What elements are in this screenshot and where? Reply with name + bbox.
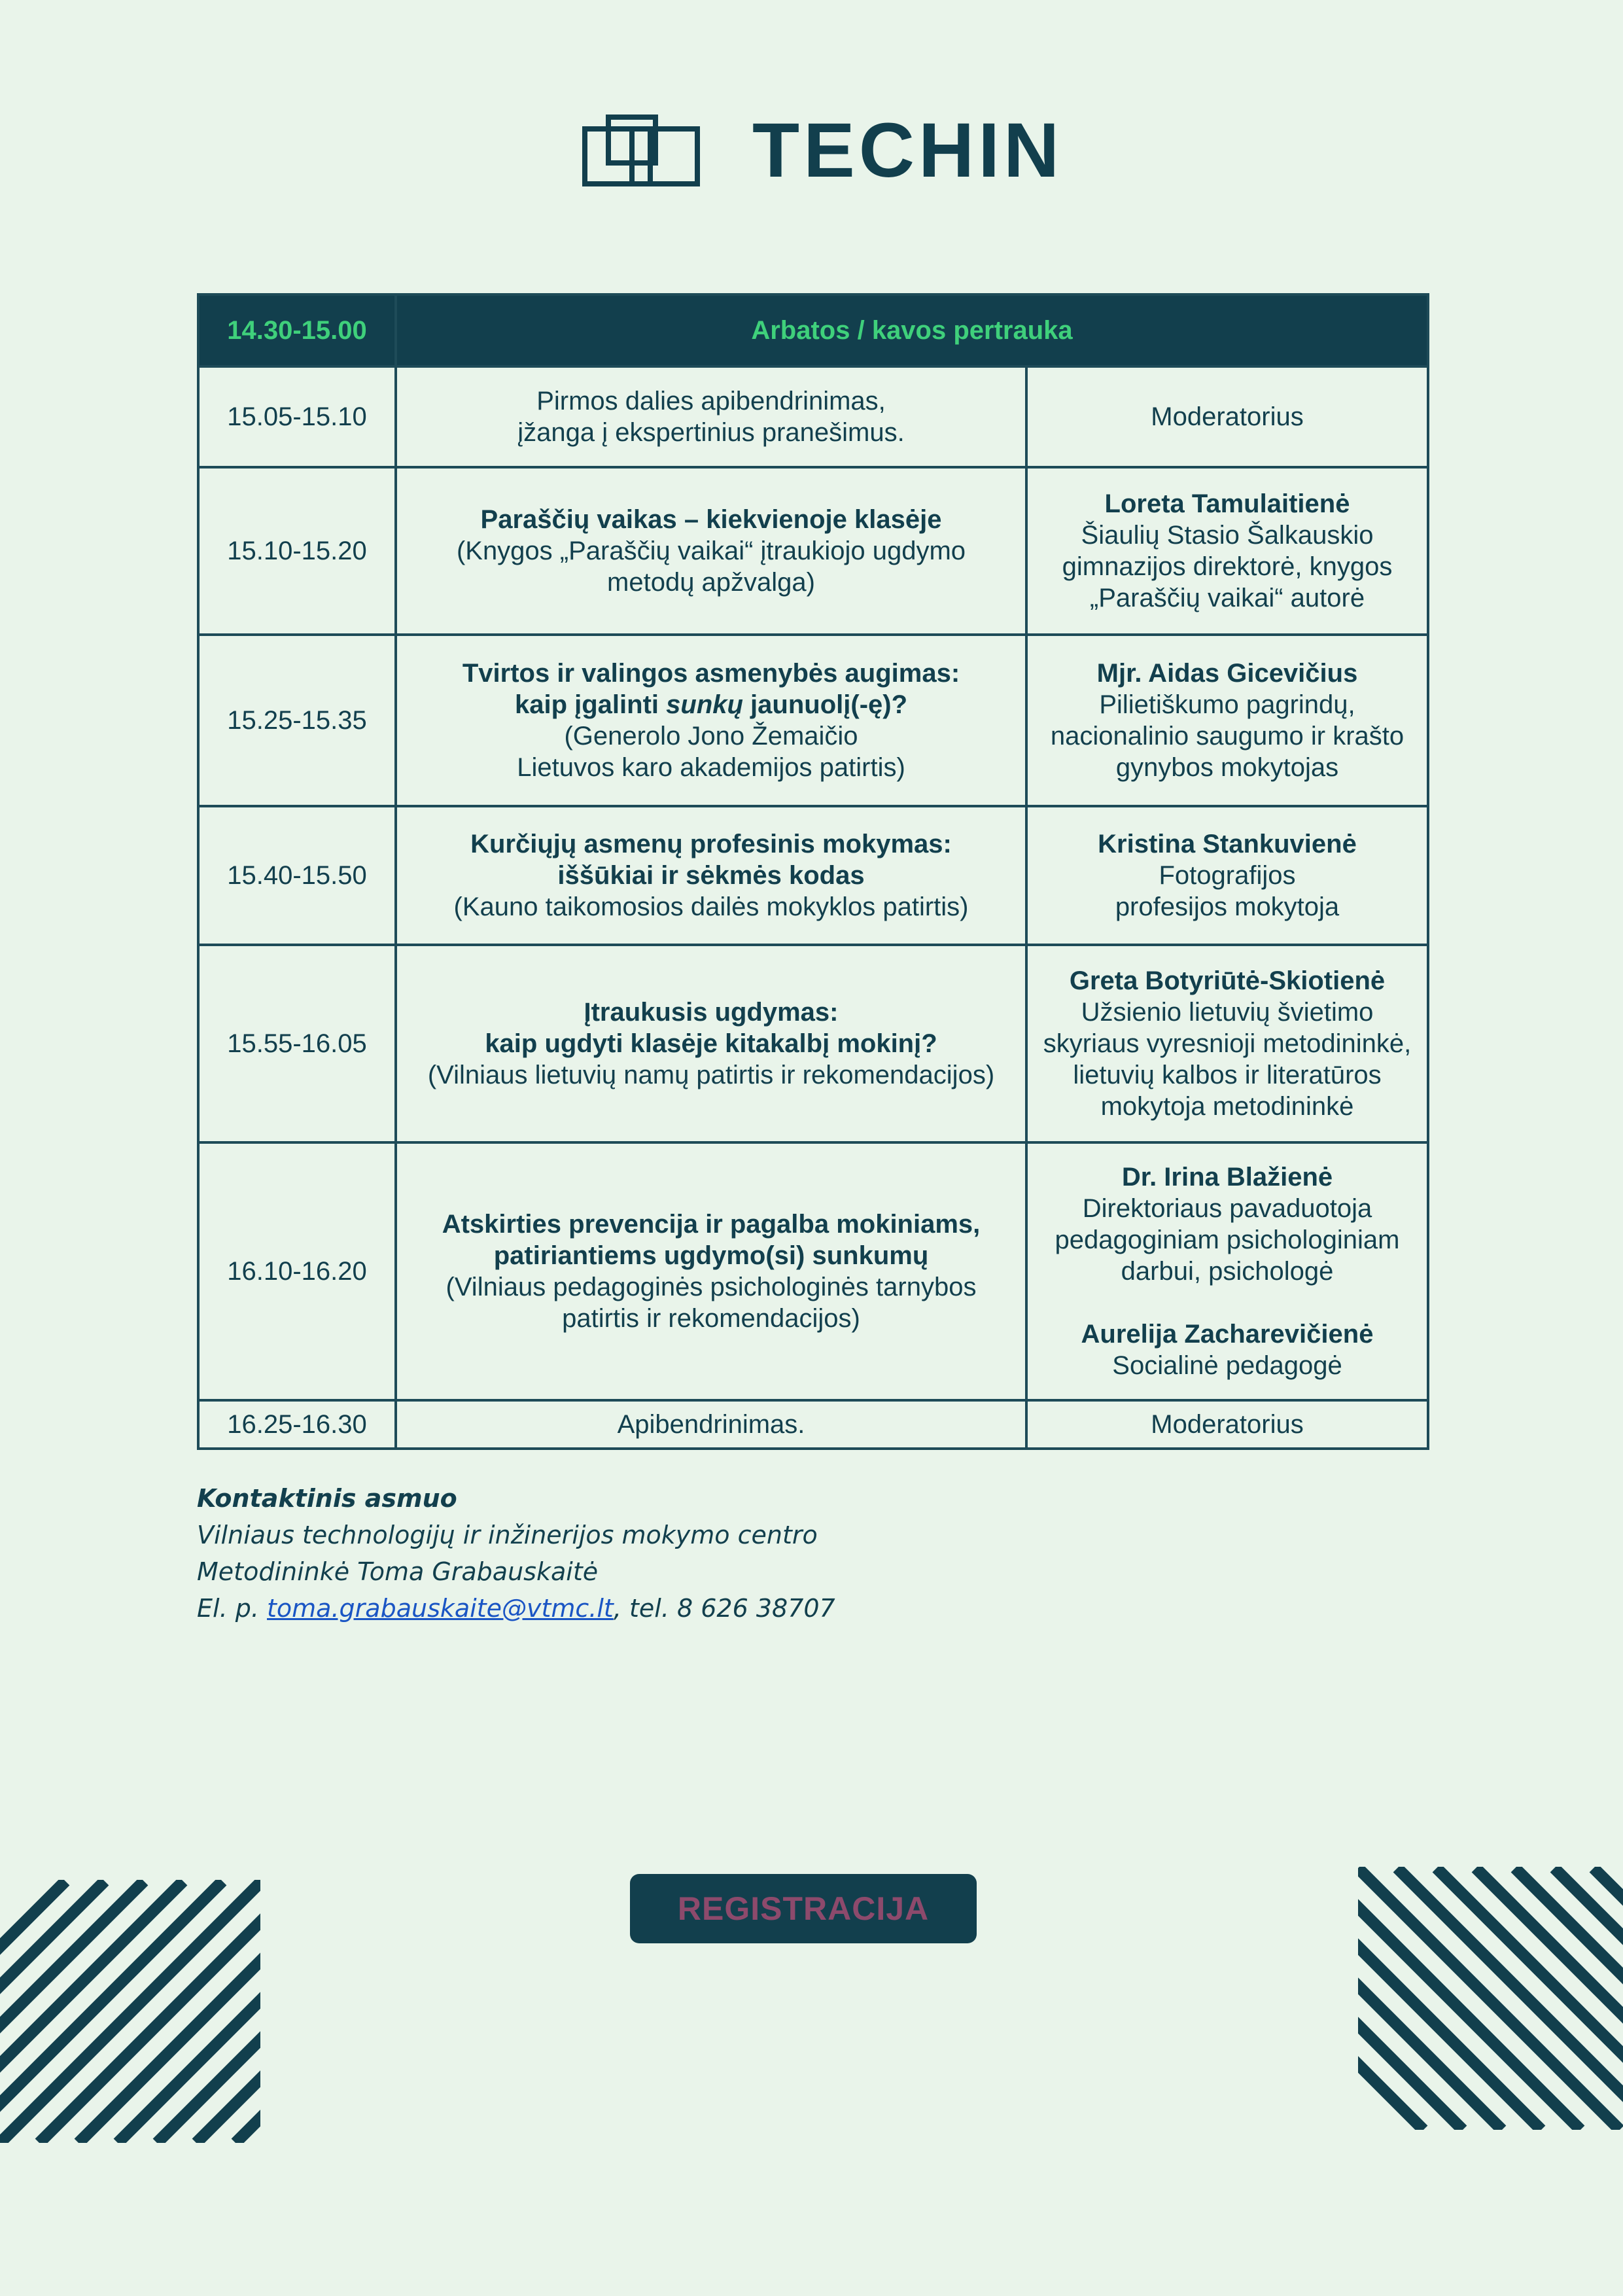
speaker-role: mokytoja metodininkė	[1100, 1092, 1354, 1121]
speaker-role: Fotografijos	[1159, 861, 1296, 890]
speaker-role: „Paraščių vaikai“ autorė	[1089, 584, 1365, 612]
contact-block	[197, 1480, 835, 1627]
table-row	[198, 806, 1428, 945]
topic-title-part: jaunuolį(-ę)?	[742, 690, 908, 719]
row-speaker	[1026, 467, 1428, 635]
speaker-role: nacionalinio saugumo ir krašto	[1050, 722, 1405, 751]
row-topic	[396, 945, 1026, 1142]
schedule-table	[197, 293, 1429, 1450]
topic-line: Pirmos dalies apibendrinimas,	[536, 387, 886, 415]
contact-person: Metodininkė Toma Grabauskaitė	[197, 1557, 599, 1586]
speaker-role: skyriaus vyresnioji metodininkė,	[1043, 1029, 1412, 1058]
row-time: 15.55-16.05	[198, 945, 396, 1142]
registration-button[interactable]: REGISTRACIJA	[630, 1874, 977, 1943]
row-topic	[396, 467, 1026, 635]
row-topic	[396, 366, 1026, 467]
speaker-name: Kristina Stankuvienė	[1098, 830, 1357, 858]
row-time: 16.10-16.20	[198, 1142, 396, 1400]
speaker-name: Dr. Irina Blažienė	[1121, 1163, 1333, 1192]
speaker-role: profesijos mokytoja	[1115, 892, 1340, 921]
speaker-name: Mjr. Aidas Gicevičius	[1096, 659, 1358, 688]
table-row	[198, 467, 1428, 635]
row-speaker: Moderatorius	[1026, 366, 1428, 467]
topic-subtitle: (Kauno taikomosios dailės mokyklos patirtis)	[453, 892, 969, 921]
topic-line: įžanga į ekspertinius pranešimus.	[517, 418, 905, 447]
speaker-role: Šiaulių Stasio Šalkauskio	[1081, 521, 1374, 550]
topic-title: Atskirties prevencija ir pagalba mokiniams,	[442, 1210, 981, 1239]
topic-subtitle: (Generolo Jono Žemaičio	[564, 722, 858, 751]
row-time: 15.25-15.35	[198, 635, 396, 806]
topic-subtitle: metodų apžvalga)	[607, 568, 815, 597]
row-speaker	[1026, 635, 1428, 806]
speaker-role: Socialinė pedagogė	[1112, 1351, 1342, 1380]
speaker-role: pedagoginiam psichologiniam	[1055, 1226, 1400, 1254]
topic-subtitle: patirtis ir rekomendacijos)	[562, 1304, 860, 1333]
row-speaker: Moderatorius	[1026, 1400, 1428, 1449]
row-speaker	[1026, 945, 1428, 1142]
topic-title-emphasis: sunkų	[666, 690, 743, 719]
break-title: Arbatos / kavos pertrauka	[396, 294, 1428, 366]
row-topic	[396, 806, 1026, 945]
table-row	[198, 1400, 1428, 1449]
topic-subtitle: (Knygos „Paraščių vaikai“ įtraukiojo ugdymo	[456, 537, 966, 565]
topic-title: Kurčiųjų asmenų profesinis mokymas:	[470, 830, 952, 858]
speaker-role: Pilietiškumo pagrindų,	[1099, 690, 1355, 719]
speaker-name: Greta Botyriūtė-Skiotienė	[1069, 966, 1386, 995]
row-speaker	[1026, 1142, 1428, 1400]
row-time: 14.30-15.00	[198, 294, 396, 366]
speaker-role: lietuvių kalbos ir literatūros	[1073, 1061, 1382, 1089]
brand-name: TECHIN	[752, 107, 1064, 194]
table-row	[198, 945, 1428, 1142]
topic-title-part: kaip įgalinti	[514, 690, 667, 719]
speaker-role: Užsienio lietuvių švietimo	[1081, 998, 1374, 1027]
row-topic	[396, 1142, 1026, 1400]
techin-logo	[582, 107, 1064, 194]
decorative-stripes-left	[0, 1880, 260, 2143]
speaker-name: Loreta Tamulaitienė	[1104, 489, 1350, 518]
email-link[interactable]: toma.grabauskaite@vtmc.lt	[267, 1594, 614, 1623]
speaker-role: gimnazijos direktorė, knygos	[1062, 552, 1393, 581]
topic-title: Įtraukusis ugdymas:	[584, 998, 839, 1027]
contact-title: Kontaktinis asmuo	[197, 1484, 457, 1513]
row-time: 16.25-16.30	[198, 1400, 396, 1449]
speaker-role: darbui, psichologė	[1121, 1257, 1334, 1286]
techin-logo-icon	[582, 115, 700, 186]
table-row	[198, 366, 1428, 467]
topic-title: Paraščių vaikas – kiekvienoje klasėje	[480, 505, 942, 534]
row-speaker	[1026, 806, 1428, 945]
contact-organization: Vilniaus technologijų ir inžinerijos mokymo centro	[197, 1521, 818, 1549]
topic-title	[401, 689, 1021, 720]
topic-title: iššūkiai ir sėkmės kodas	[557, 861, 865, 890]
row-time: 15.10-15.20	[198, 467, 396, 635]
speaker-spacer	[1032, 1287, 1423, 1318]
table-row	[198, 294, 1428, 366]
row-topic	[396, 635, 1026, 806]
decorative-stripes-right	[1358, 1867, 1623, 2130]
topic-subtitle: (Vilniaus pedagoginės psichologinės tarnybos	[445, 1273, 977, 1301]
contact-details	[197, 1590, 835, 1627]
table-row	[198, 635, 1428, 806]
row-topic: Apibendrinimas.	[396, 1400, 1026, 1449]
speaker-role: Direktoriaus pavaduotoja	[1082, 1194, 1372, 1223]
table-row	[198, 1142, 1428, 1400]
topic-title: kaip ugdyti klasėje kitakalbį mokinį?	[485, 1029, 937, 1058]
email-prefix: El. p.	[197, 1594, 268, 1623]
speaker-name: Aurelija Zacharevičienė	[1081, 1320, 1374, 1349]
topic-title: patiriantiems ugdymo(si) sunkumų	[493, 1241, 929, 1270]
row-time: 15.40-15.50	[198, 806, 396, 945]
speaker-role: gynybos mokytojas	[1115, 753, 1339, 782]
topic-title: Tvirtos ir valingos asmenybės augimas:	[462, 659, 960, 688]
phone-number: , tel. 8 626 38707	[613, 1594, 835, 1623]
row-time: 15.05-15.10	[198, 366, 396, 467]
topic-subtitle: Lietuvos karo akademijos patirtis)	[517, 753, 905, 782]
topic-subtitle: (Vilniaus lietuvių namų patirtis ir rekomendacijos)	[427, 1061, 995, 1089]
